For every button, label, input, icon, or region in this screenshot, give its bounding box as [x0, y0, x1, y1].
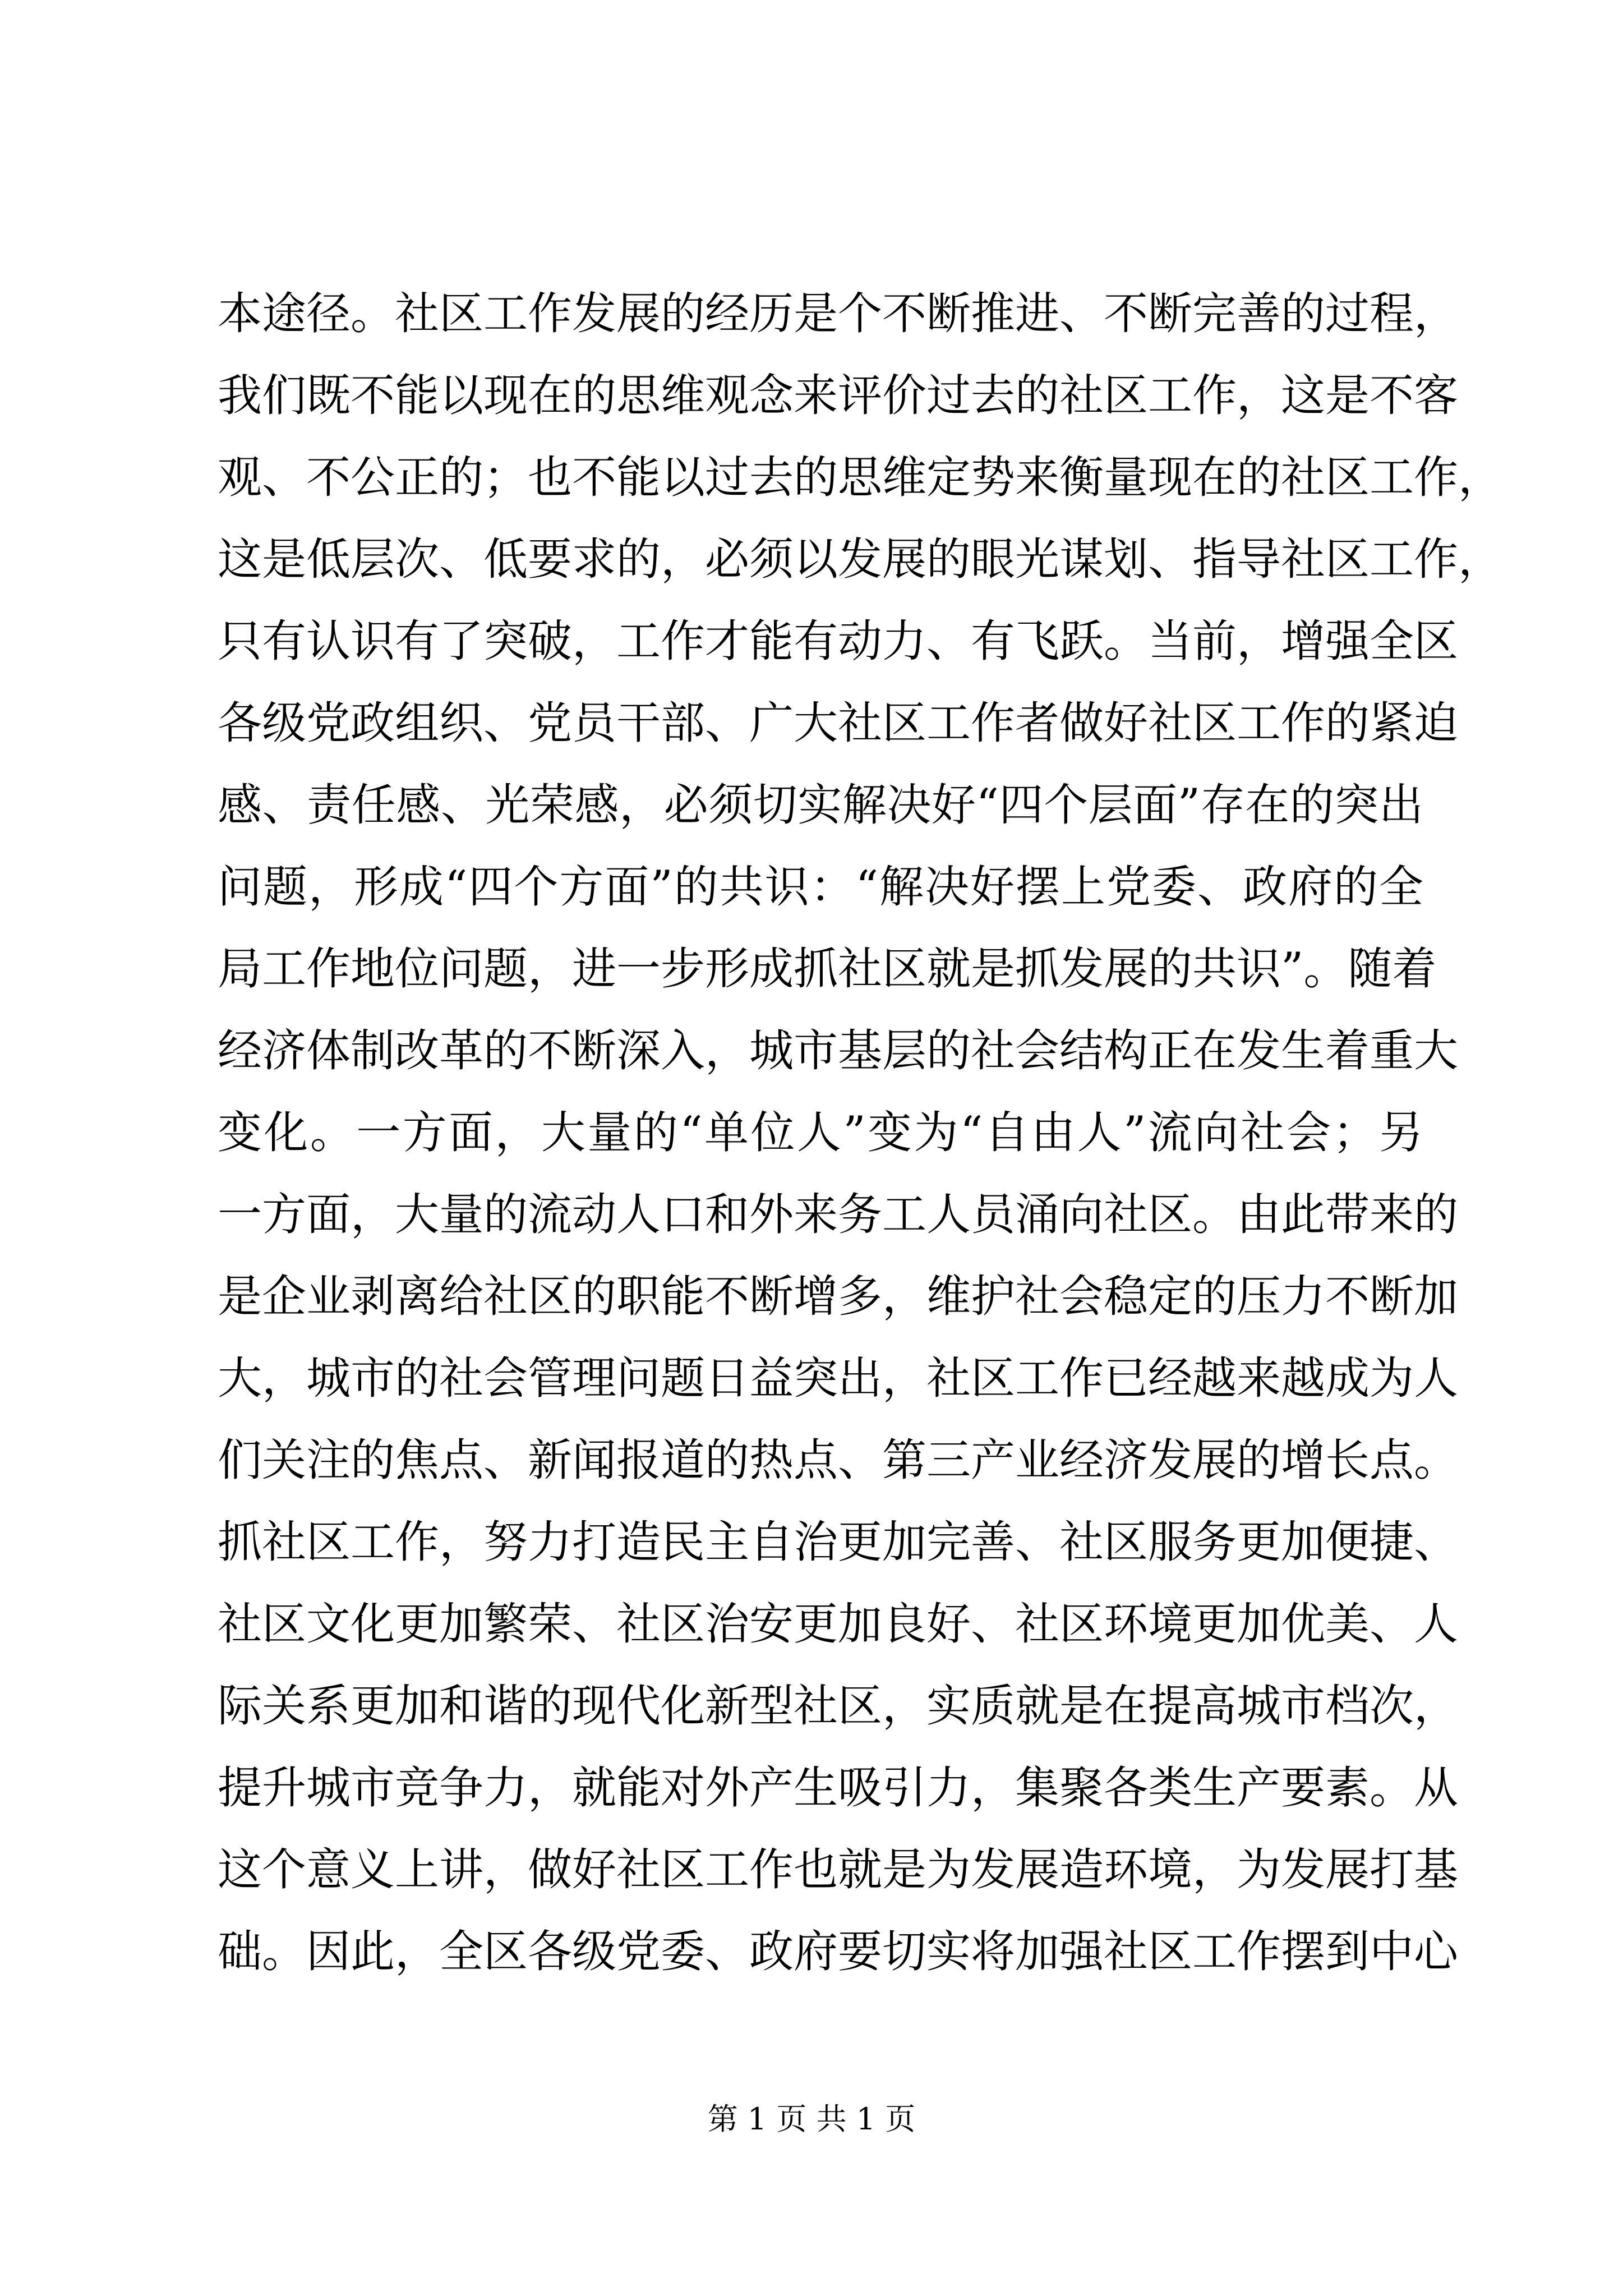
- text-line: 各级党政组织、党员干部、广大社区工作者做好社区工作的紧迫: [218, 697, 1458, 749]
- body-text: [218, 273, 1502, 1993]
- text-line: 们关注的焦点、新闻报道的热点、第三产业经济发展的增长点。: [218, 1434, 1458, 1486]
- text-line: 是企业剥离给社区的职能不断增多，维护社会稳定的压力不断加: [218, 1271, 1458, 1322]
- text-line: 我们既不能以现在的思维观念来评价过去的社区工作，这是不客: [218, 370, 1458, 421]
- text-line: 变化。一方面，大量的“单位人”变为“自由人”流向社会；另: [218, 1107, 1423, 1158]
- text-line: 提升城市竞争力，就能对外产生吸引力，集聚各类生产要素。从: [218, 1762, 1458, 1814]
- text-line: 观、不公正的；也不能以过去的思维定势来衡量现在的社区工作，: [218, 452, 1502, 503]
- text-line: 只有认识有了突破，工作才能有动力、有飞跃。当前，增强全区: [218, 615, 1458, 667]
- text-line: 一方面，大量的流动人口和外来务工人员涌向社区。由此带来的: [218, 1189, 1458, 1240]
- page-footer: 第 1 页 共 1 页: [707, 2101, 916, 2137]
- text-line: 感、责任感、光荣感，必须切实解决好“四个层面”存在的突出: [218, 779, 1423, 831]
- text-line: 问题，形成“四个方面”的共识：“解决好摆上党委、政府的全: [218, 861, 1423, 913]
- text-line: 际关系更加和谐的现代化新型社区，实质就是在提高城市档次，: [218, 1680, 1458, 1732]
- text-line: 本途径。社区工作发展的经历是个不断推进、不断完善的过程，: [218, 288, 1458, 339]
- text-line: 这是低层次、低要求的，必须以发展的眼光谋划、指导社区工作，: [218, 533, 1502, 585]
- text-line: 经济体制改革的不断深入，城市基层的社会结构正在发生着重大: [218, 1025, 1458, 1076]
- text-line: 大，城市的社会管理问题日益突出，社区工作已经越来越成为人: [218, 1352, 1458, 1404]
- text-line: 这个意义上讲，做好社区工作也就是为发展造环境，为发展打基: [218, 1844, 1458, 1895]
- text-line: 抓社区工作，努力打造民主自治更加完善、社区服务更加便捷、: [218, 1516, 1458, 1568]
- text-line: 局工作地位问题，进一步形成抓社区就是抓发展的共识”。随着: [218, 943, 1437, 995]
- text-line: 社区文化更加繁荣、社区治安更加良好、社区环境更加优美、人: [218, 1598, 1458, 1650]
- text-line: 础。因此，全区各级党委、政府要切实将加强社区工作摆到中心: [218, 1926, 1458, 1977]
